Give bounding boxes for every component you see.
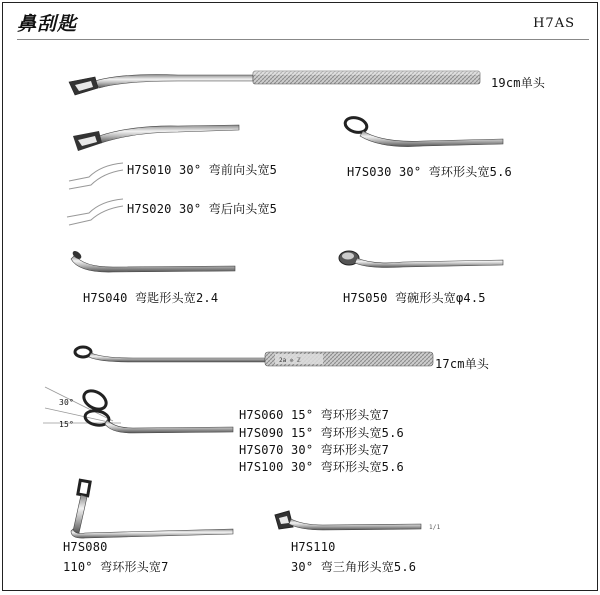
outline-h7s020: [67, 199, 123, 225]
instrument-h7s080: [71, 480, 233, 538]
instrument-17cm: [75, 347, 433, 366]
label-19cm: 19cm单头: [491, 76, 546, 90]
label-h7s050: H7S050 弯碗形头宽φ4.5: [343, 291, 486, 305]
instrument-h7s030: [344, 115, 503, 146]
label-h7s040: H7S040 弯匙形头宽2.4: [83, 291, 219, 305]
label-h7s110-desc: 30° 弯三角形头宽5.6: [291, 560, 417, 574]
label-h7s010: H7S010 30° 弯前向头宽5: [127, 163, 278, 177]
label-h7s080-desc: 110° 弯环形头宽7: [63, 560, 169, 574]
label-h7s110-code: H7S110: [291, 540, 336, 554]
handle-marking: 2a ❊ ℤ: [279, 357, 301, 364]
angle-label-30: 30°: [59, 398, 75, 407]
catalog-code: H7AS: [533, 16, 575, 31]
instrument-h7s040: [71, 249, 235, 272]
scale-mark: 1/1: [429, 524, 441, 531]
label-h7s080-code: H7S080: [63, 540, 108, 554]
label-h7s030: H7S030 30° 弯环形头宽5.6: [347, 165, 512, 179]
instrument-19cm: [69, 71, 480, 95]
label-h7s020: H7S020 30° 弯后向头宽5: [127, 202, 278, 216]
page-title: 鼻刮匙: [17, 13, 78, 35]
angle-label-15: 15°: [59, 420, 75, 429]
instrument-h7s010: [73, 125, 239, 151]
catalog-page: [2, 2, 598, 591]
label-h7s090: H7S090 15° 弯环形头宽5.6: [239, 426, 404, 440]
instrument-h7s050: [339, 251, 503, 268]
outline-h7s010: [69, 163, 123, 189]
label-h7s100: H7S100 30° 弯环形头宽5.6: [239, 460, 404, 474]
label-17cm: 17cm单头: [435, 357, 490, 371]
label-h7s060: H7S060 15° 弯环形头宽7: [239, 408, 390, 422]
instrument-h7s110: [275, 511, 421, 530]
label-h7s070: H7S070 30° 弯环形头宽7: [239, 443, 390, 457]
